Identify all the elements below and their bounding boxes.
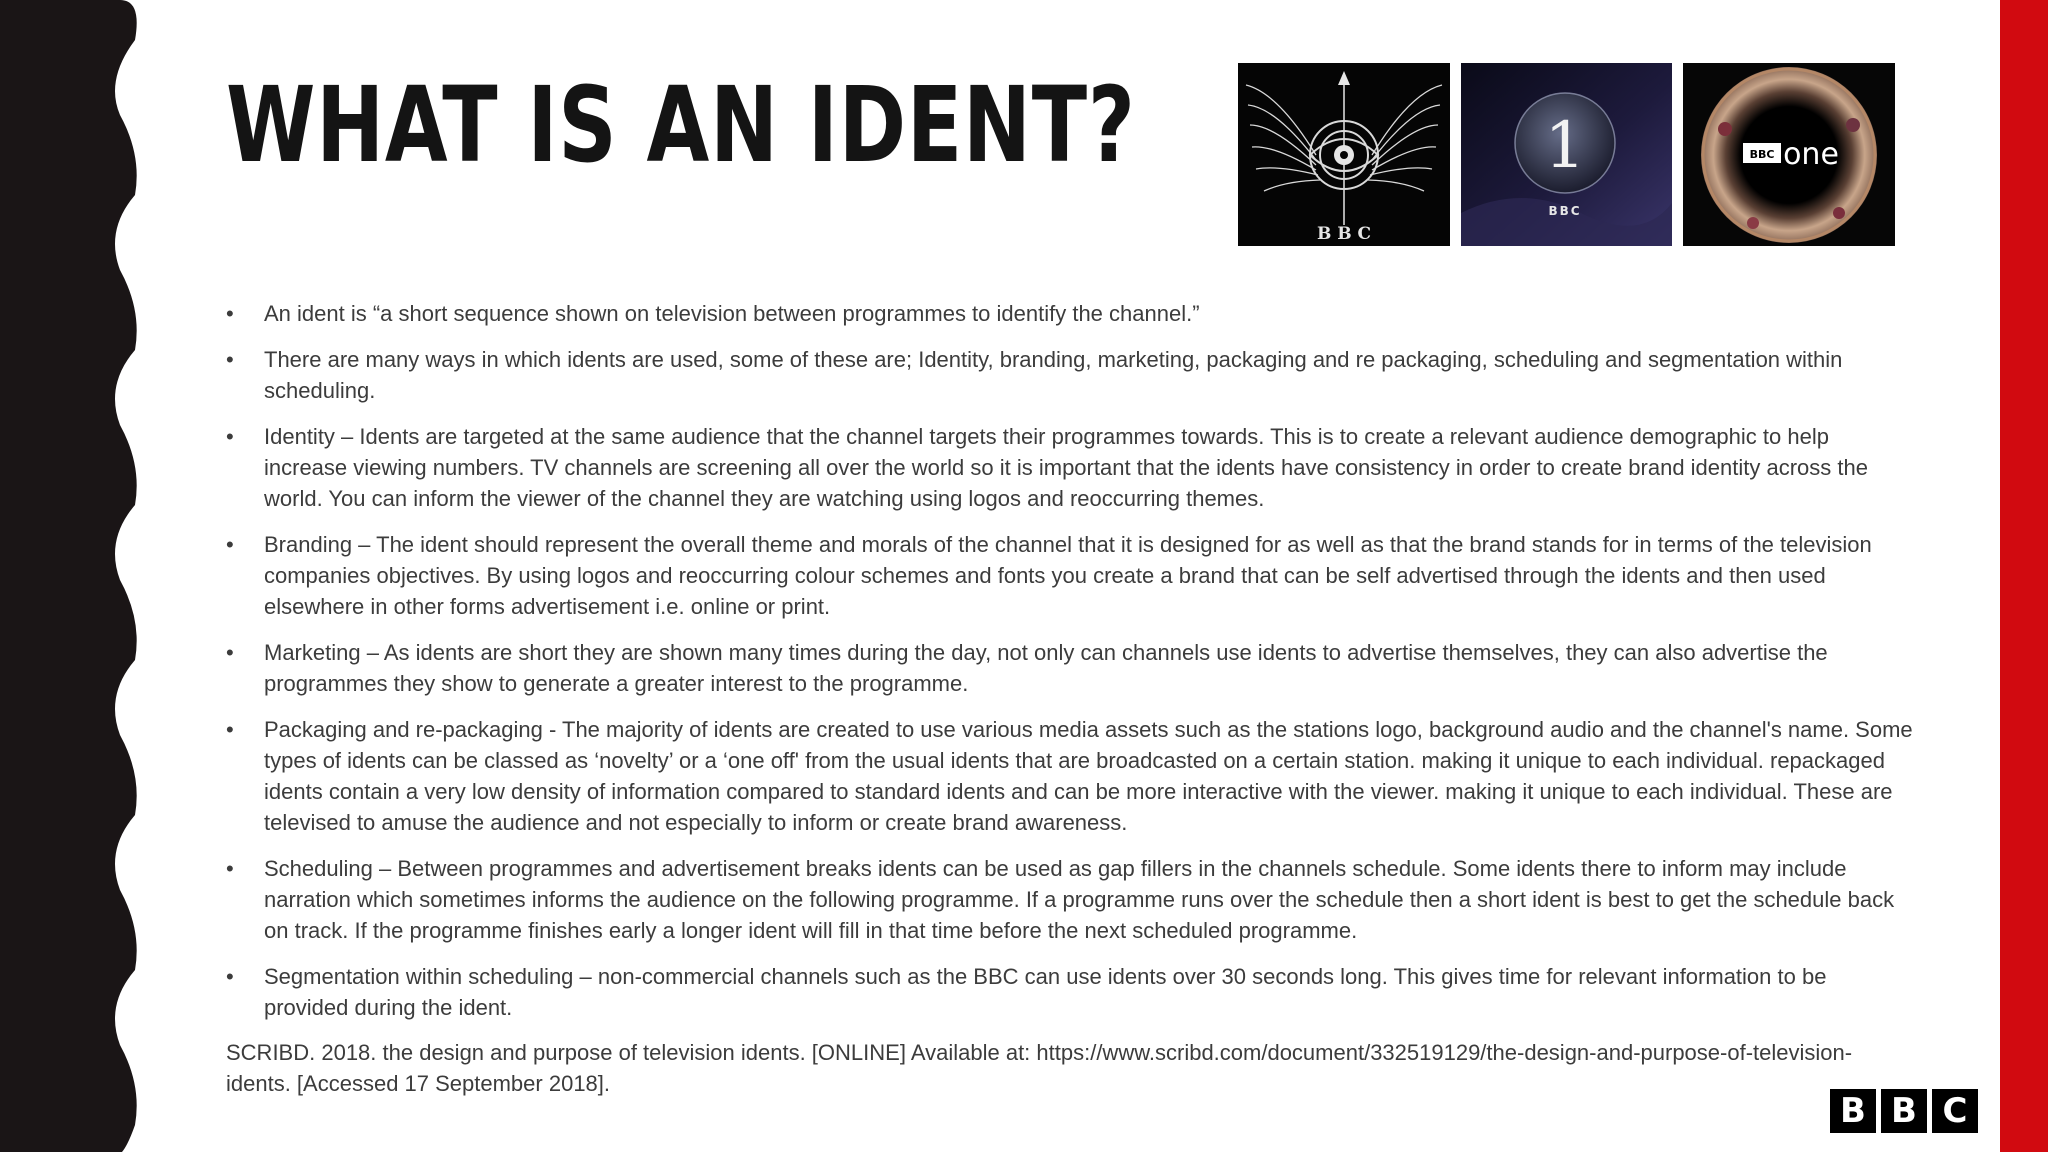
bullet-item: • Segmentation within scheduling – non-commercial channels such as the BBC can use idents over 30 seconds long. This gives time for relevant information to be provided during the ident. (226, 961, 1916, 1023)
bbc-one-circle-ident-icon (1683, 63, 1895, 246)
wavy-left-band (0, 0, 150, 1152)
ident3-box-text: BBC (1749, 148, 1775, 161)
bullet-item: • Packaging and re-packaging - The majority of idents are created to use various media assets such as the stations logo, background audio and the channel's name. Some types of idents can be classed as ‘novelty’ or a ‘one off' from the usual idents that are broadcasted on a certain station. making it unique to each individual. repackaged idents contain a very low density of information compared to standard idents and can be more interactive with the viewer. making it unique to each individual. These are televised to amuse the audience and not especially to inform or create brand awareness. (226, 714, 1916, 838)
bullet-item: • Marketing – As idents are short they are shown many times during the day, not only can channels use idents to advertise themselves, they can also advertise the programmes they show to generate a greater interest to the programme. (226, 637, 1916, 699)
bbc-logo (1830, 1089, 1978, 1133)
ident3-word: one (1783, 137, 1839, 172)
bbc-1960s-ident-icon (1238, 63, 1450, 246)
bullet-item: • An ident is “a short sequence shown on television between programmes to identify the channel.” (226, 298, 1916, 329)
bbc-one-globe-ident-icon (1461, 63, 1672, 246)
bbc-logo-letter: C (1932, 1089, 1978, 1133)
bullet-item: • Branding – The ident should represent the overall theme and morals of the channel that it is designed for as well as that the brand stands for in terms of the television companies objectives. By using logos and reoccurring colour schemes and fonts you create a brand that can be self advertised through the idents and then used elsewhere in other forms advertisement i.e. online or print. (226, 529, 1916, 622)
bbc-logo-letter: B (1881, 1089, 1927, 1133)
bullet-item: • There are many ways in which idents are used, some of these are; Identity, branding, marketing, packaging and re packaging, scheduling and segmentation within scheduling. (226, 344, 1916, 406)
bullet-list (226, 298, 1916, 1038)
ident1-caption: B B C (1316, 224, 1372, 244)
bbc-logo-letter: B (1830, 1089, 1876, 1133)
bullet-item: • Identity – Idents are targeted at the same audience that the channel targets their programmes towards. This is to create a relevant audience demographic to help increase viewing numbers. TV channels are screening all over the world so it is important that the idents have consistency in order to create brand identity across the world. You can inform the viewer of the channel they are watching using logos and reoccurring themes. (226, 421, 1916, 514)
slide-title: WHAT IS AN IDENT? (226, 64, 1136, 186)
red-accent-bar (2000, 0, 2048, 1152)
bullet-item: • Scheduling – Between programmes and advertisement breaks idents can be used as gap fillers in the channels schedule. Some idents there to inform may include narration which sometimes informs the audience on the following programme. If a programme runs over the schedule then a short ident is best to get the schedule back on track. If the programme finishes early a longer ident will fill in that time before the next scheduled programme. (226, 853, 1916, 946)
reference-citation: SCRIBD. 2018. the design and purpose of television idents. [ONLINE] Available at: https://www.scribd.com/document/332519129/the-design-and-purpose-of-television-idents. [Accessed 17 September 2018]. (226, 1040, 1853, 1096)
ident2-number: 1 (1544, 109, 1586, 183)
ident2-caption: BBC (1548, 204, 1582, 218)
